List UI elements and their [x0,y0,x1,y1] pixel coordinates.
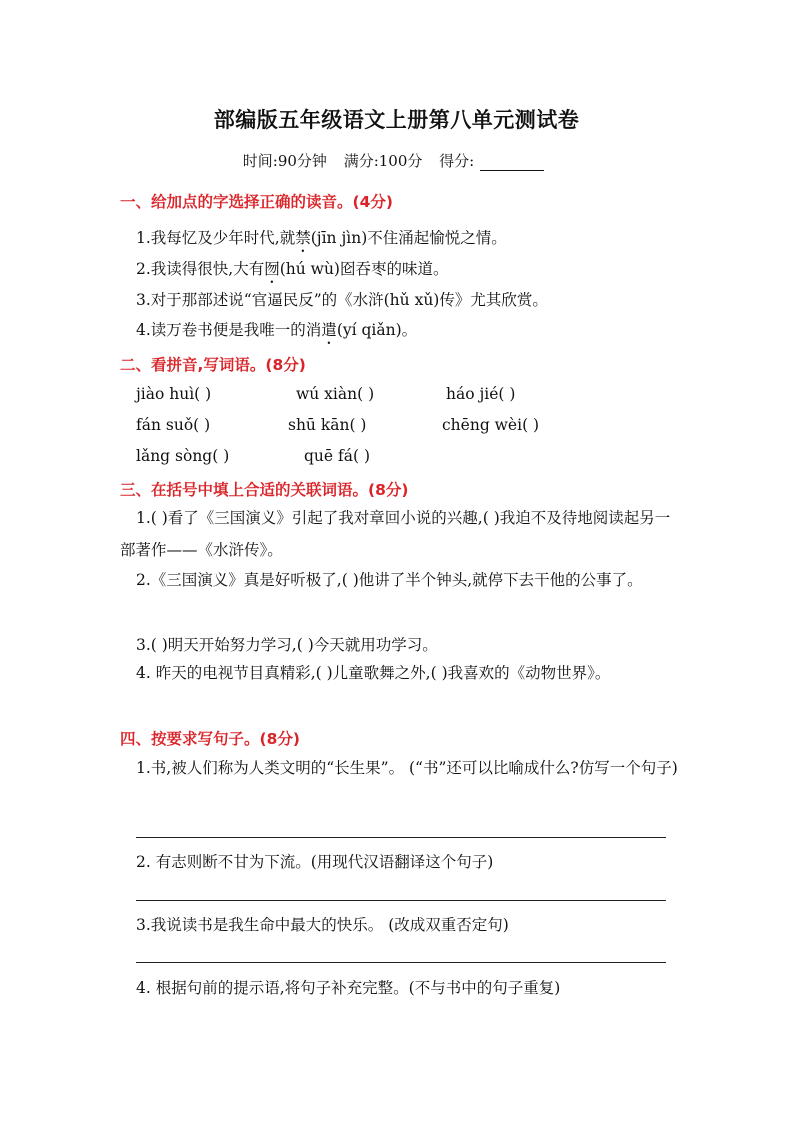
s4-question-4: 4. 根据句前的提示语,将句子补充完整。(不与书中的句子重复) [136,979,561,997]
s1-q1-dotted-char: 禁 [295,229,311,247]
pinyin-item[interactable]: háo jié( ) [446,385,516,403]
pinyin-item[interactable]: wú xiàn( ) [296,385,375,403]
s1-q4-text-a: 4.读万卷书便是我唯一的消 [136,321,322,339]
pinyin-item[interactable]: shū kān( ) [288,416,367,434]
section-2-heading: 二、看拼音,写词语。(8分) [120,356,306,374]
pinyin-item[interactable]: quē fá( ) [304,447,371,465]
section-3-heading: 三、在括号中填上合适的关联词语。(8分) [120,481,409,499]
s4-question-3: 3.我说读书是我生命中最大的快乐。 (改成双重否定句) [136,916,509,934]
answer-line[interactable] [136,900,666,901]
exam-meta [0,150,793,171]
score-field [439,152,550,170]
s3-question-4: 4. 昨天的电视节目真精彩,( )儿童歌舞之外,( )我喜欢的《动物世界》。 [136,664,611,682]
s1-q2-text-a: 2.我读得很快,大有 [136,260,265,278]
s1-question-3: 3.对于那部述说“官逼民反”的《水浒(hǔ xǔ)传》尤其欣赏。 [136,291,548,309]
answer-line[interactable] [136,837,666,838]
s2-row-3 [136,447,696,465]
s1-q4-text-b: (yí qiǎn)。 [336,321,418,339]
page-title: 部编版五年级语文上册第八单元测试卷 [213,108,580,132]
pinyin-item[interactable]: jiào huì( ) [136,385,212,403]
pinyin-item[interactable]: chēng wèi( ) [442,416,540,434]
s1-q1-text-a: 1.我每忆及少年时代,就 [136,229,296,247]
answer-line[interactable] [136,962,666,963]
s2-row-2 [136,416,696,434]
s1-q2-dotted-char: 囫 [264,260,280,278]
s1-question-1 [136,226,696,256]
s1-question-2 [136,257,696,287]
s3-question-1: 1.( )看了《三国演义》引起了我对章回小说的兴趣,( )我迫不及待地阅读起另一部著作——《水浒传》。 [120,509,671,559]
pinyin-item[interactable]: lǎng sòng( ) [136,447,230,465]
s1-q1-text-b: (jīn jìn)不住涌起愉悦之情。 [310,229,507,247]
pinyin-item[interactable]: fán suǒ( ) [136,416,211,434]
s1-question-4 [136,318,696,348]
s3-question-3: 3.( )明天开始努力学习,( )今天就用功学习。 [136,636,438,654]
s3-question-2: 2.《三国演义》真是好听极了,( )他讲了半个钟头,就停下去干他的公事了。 [136,571,643,589]
s4-question-2: 2. 有志则断不甘为下流。(用现代汉语翻译这个句子) [136,853,494,871]
s1-q4-dotted-char: 遣 [321,321,337,339]
score-label: 得分: [439,152,475,170]
s4-question-1: 1.书,被人们称为人类文明的“长生果”。 (“书”还可以比喻成什么?仿写一个句子) [136,759,678,777]
section-4-heading: 四、按要求写句子。(8分) [120,730,300,748]
score-blank[interactable] [480,156,544,171]
section-1-heading: 一、给加点的字选择正确的读音。(4分) [120,193,393,211]
time-limit: 时间:90分钟 [242,152,327,170]
full-score: 满分:100分 [343,152,423,170]
s1-q2-text-b: (hú wù)囵吞枣的味道。 [279,260,449,278]
s2-row-1 [136,385,696,403]
